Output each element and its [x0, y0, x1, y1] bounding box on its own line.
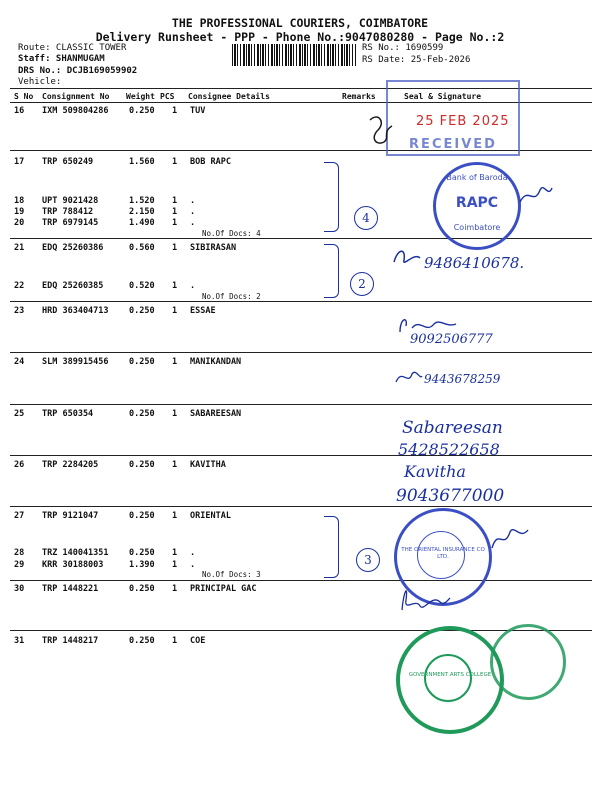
doc-count-note: No.Of Docs: 3 — [202, 570, 261, 579]
handwritten-bracket — [324, 162, 339, 232]
bank-of-baroda-stamp — [433, 162, 521, 250]
cell-cno: TRP 6979145 — [42, 218, 99, 228]
cell-pcs: 1 — [172, 106, 178, 116]
cell-name: . — [190, 196, 196, 206]
cell-pcs: 1 — [172, 157, 178, 167]
cell-wt: 1.520 — [129, 196, 155, 206]
cell-sno: 22 — [14, 281, 25, 291]
handwritten-count-4: 4 — [354, 206, 378, 230]
handwritten-phone-21: 9486410678. — [424, 254, 525, 272]
cell-sno: 25 — [14, 409, 25, 419]
col-consignment: Consignment No — [42, 92, 110, 101]
barcode — [232, 44, 356, 66]
cell-sno: 27 — [14, 511, 25, 521]
cell-name: . — [190, 218, 196, 228]
cell-pcs: 1 — [172, 281, 178, 291]
cell-name: ORIENTAL — [190, 511, 231, 521]
government-arts-college-stamp — [396, 626, 504, 734]
cell-pcs: 1 — [172, 560, 178, 570]
gac-stamp-overlap — [490, 624, 566, 700]
oriental-stamp-text: THE ORIENTAL INSURANCE CO LTD. — [401, 547, 485, 560]
cell-pcs: 1 — [172, 196, 178, 206]
bank-stamp-bottom: Coimbatore — [453, 223, 501, 232]
cell-name: PRINCIPAL GAC — [190, 584, 257, 594]
cell-name: MANIKANDAN — [190, 357, 242, 367]
rs-date: RS Date: 25-Feb-2026 — [362, 55, 471, 65]
cell-pcs: 1 — [172, 409, 178, 419]
row-separator — [10, 301, 592, 302]
handwritten-count-2: 2 — [350, 272, 374, 296]
handwritten-count-3: 3 — [356, 548, 380, 572]
cell-cno: TRP 1448217 — [42, 636, 99, 646]
gac-stamp-text: GOVERNMENT ARTS COLLEGE — [408, 672, 492, 678]
row-separator — [10, 404, 592, 405]
cell-cno: IXM 509804286 — [42, 106, 109, 116]
bank-stamp-top: Bank of Baroda — [446, 173, 508, 182]
cell-cno: KRR 30188003 — [42, 560, 104, 570]
cell-pcs: 1 — [172, 357, 178, 367]
col-remarks: Remarks — [342, 92, 376, 101]
staff-label: Staff: SHANMUGAM — [18, 54, 105, 64]
cell-wt: 0.250 — [129, 548, 155, 558]
row-separator — [10, 580, 592, 581]
runsheet-subtitle: Delivery Runsheet - PPP - Phone No.:9047080280 - Page No.:2 — [95, 30, 505, 44]
handwritten-phone-26: 9043677000 — [396, 486, 505, 506]
cell-cno: TRP 1448221 — [42, 584, 99, 594]
cell-wt: 0.250 — [129, 511, 155, 521]
cell-name: SIBIRASAN — [190, 243, 237, 253]
cell-wt: 2.150 — [129, 207, 155, 217]
cell-sno: 18 — [14, 196, 25, 206]
cell-wt: 0.250 — [129, 306, 155, 316]
cell-cno: TRP 788412 — [42, 207, 94, 217]
cell-sno: 30 — [14, 584, 25, 594]
cell-wt: 0.250 — [129, 357, 155, 367]
cell-cno: TRP 2284205 — [42, 460, 99, 470]
cell-sno: 31 — [14, 636, 25, 646]
cell-pcs: 1 — [172, 218, 178, 228]
cell-cno: TRP 9121047 — [42, 511, 99, 521]
cell-sno: 23 — [14, 306, 25, 316]
cell-wt: 0.560 — [129, 243, 155, 253]
signature-17 — [518, 180, 554, 210]
signature-27 — [488, 520, 532, 556]
handwritten-name-25: Sabareesan — [402, 418, 503, 438]
cell-sno: 21 — [14, 243, 25, 253]
cell-pcs: 1 — [172, 636, 178, 646]
cell-wt: 0.520 — [129, 281, 155, 291]
signature-21 — [392, 244, 422, 268]
cell-sno: 17 — [14, 157, 25, 167]
cell-sno: 16 — [14, 106, 25, 116]
handwritten-phone-25: 5428522658 — [398, 440, 500, 459]
col-pcs: PCS — [160, 92, 175, 101]
cell-wt: 0.250 — [129, 409, 155, 419]
col-consignee: Consignee Details — [188, 92, 270, 101]
cell-pcs: 1 — [172, 207, 178, 217]
col-weight: Weight — [126, 92, 155, 101]
cell-pcs: 1 — [172, 460, 178, 470]
cell-name: BOB RAPC — [190, 157, 231, 167]
col-sno: S No — [14, 92, 34, 101]
cell-cno: SLM 389915456 — [42, 357, 109, 367]
cell-name: . — [190, 560, 196, 570]
cell-name: . — [190, 207, 196, 217]
drs-number: DRS No.: DCJB169059902 — [18, 66, 138, 76]
bank-stamp-center: RAPC — [455, 195, 499, 211]
cell-wt: 0.250 — [129, 636, 155, 646]
received-word: RECEIVED — [409, 137, 497, 152]
col-seal: Seal & Signature — [404, 92, 482, 101]
cell-name: ESSAE — [190, 306, 216, 316]
doc-count-note: No.Of Docs: 2 — [202, 292, 261, 301]
handwritten-phone-24: 9443678259 — [424, 372, 501, 386]
handwritten-bracket — [324, 244, 339, 298]
row-separator — [10, 455, 592, 456]
cell-wt: 1.490 — [129, 218, 155, 228]
cell-pcs: 1 — [172, 243, 178, 253]
cell-sno: 29 — [14, 560, 25, 570]
cell-sno: 20 — [14, 218, 25, 228]
signature-30 — [396, 580, 452, 616]
cell-name: . — [190, 281, 196, 291]
cell-sno: 26 — [14, 460, 25, 470]
cell-wt: 0.250 — [129, 460, 155, 470]
cell-cno: EDQ 25260386 — [42, 243, 104, 253]
company-title: THE PROFESSIONAL COURIERS, COIMBATORE — [171, 16, 429, 30]
signature-16 — [362, 112, 402, 152]
cell-sno: 28 — [14, 548, 25, 558]
cell-cno: UPT 9021428 — [42, 196, 99, 206]
cell-pcs: 1 — [172, 306, 178, 316]
rs-number: RS No.: 1690599 — [362, 43, 444, 53]
cell-sno: 19 — [14, 207, 25, 217]
cell-name: SABAREESAN — [190, 409, 242, 419]
cell-cno: TRP 650354 — [42, 409, 94, 419]
cell-name: COE — [190, 636, 206, 646]
vehicle-label: Vehicle: — [18, 77, 62, 87]
cell-sno: 24 — [14, 357, 25, 367]
row-separator — [10, 352, 592, 353]
handwritten-name-26: Kavitha — [404, 462, 466, 481]
cell-wt: 1.560 — [129, 157, 155, 167]
cell-name: . — [190, 548, 196, 558]
cell-cno: EDQ 25260385 — [42, 281, 104, 291]
signature-24 — [394, 366, 424, 388]
cell-pcs: 1 — [172, 548, 178, 558]
cell-cno: HRD 363404713 — [42, 306, 109, 316]
doc-count-note: No.Of Docs: 4 — [202, 229, 261, 238]
cell-pcs: 1 — [172, 584, 178, 594]
handwritten-bracket — [324, 516, 339, 578]
cell-wt: 0.250 — [129, 106, 155, 116]
cell-cno: TRZ 140041351 — [42, 548, 109, 558]
cell-name: KAVITHA — [190, 460, 226, 470]
cell-wt: 0.250 — [129, 584, 155, 594]
cell-pcs: 1 — [172, 511, 178, 521]
handwritten-phone-23: 9092506777 — [410, 332, 493, 347]
received-date: 25 FEB 2025 — [416, 114, 510, 129]
row-separator — [10, 506, 592, 507]
cell-name: TUV — [190, 106, 206, 116]
route-label: Route: CLASSIC TOWER — [18, 43, 127, 53]
cell-wt: 1.390 — [129, 560, 155, 570]
cell-cno: TRP 650249 — [42, 157, 94, 167]
